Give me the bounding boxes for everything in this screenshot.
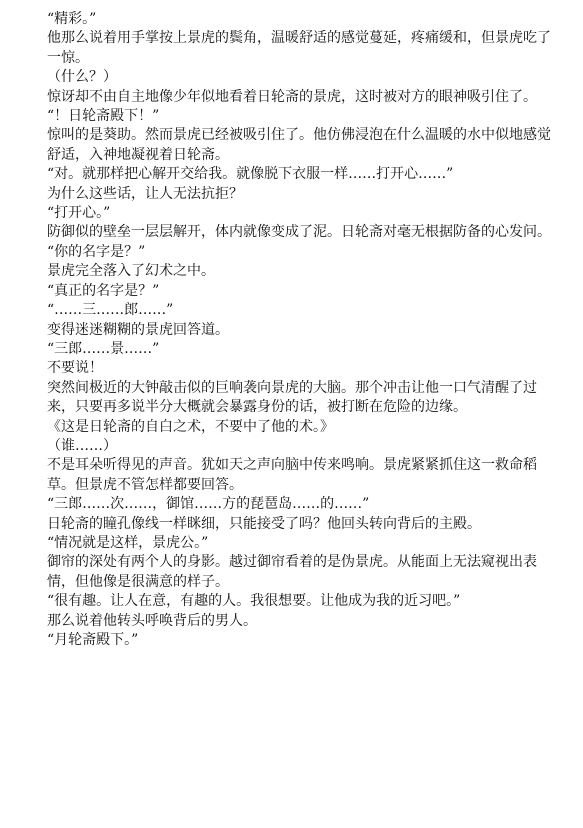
paragraph: “精彩。” <box>47 11 97 27</box>
paragraph: （什么？） <box>47 69 117 86</box>
paragraph: “三郎……景……” <box>47 340 160 357</box>
paragraph: 那么说着他转头呼唤背后的男人。 <box>47 612 257 629</box>
paragraph: 《这是日轮斋的自白之术，不要中了他的术。》 <box>47 418 334 435</box>
paragraph: 惊讶却不由自主地像少年似地看着日轮斋的景虎，这时被对方的眼神吸引住了。 <box>47 88 537 105</box>
paragraph: 日轮斋的瞳孔像线一样眯细，只能接受了吗？他回头转向背后的主殿。 <box>47 515 481 532</box>
paragraph: （谁……） <box>47 437 117 454</box>
paragraph: 为什么这些话，让人无法抗拒？ <box>47 185 243 202</box>
paragraph: “情况就是这样，景虎公。” <box>47 534 209 551</box>
paragraph: “三郎……次……，御馆……方的琵琶岛……的……” <box>47 496 370 513</box>
paragraph: 防御似的壁垒一层层解开，体内就像变成了泥。日轮斋对毫无根据防备的心发问。 <box>47 224 551 241</box>
paragraph: 御帘的深处有两个人的身影。越过御帘看着的是伪景虎。从能面上无法窥视出表情，但他像是很满意的样子。 <box>47 554 537 590</box>
paragraph: “！日轮斋殿下！” <box>47 108 160 125</box>
paragraph: “真正的名字是？” <box>47 282 160 299</box>
paragraph: “对。就那样把心解开交给我。就像脱下衣服一样……打开心……” <box>47 166 454 183</box>
paragraph: “……三……郎……” <box>47 302 174 319</box>
paragraph: 不是耳朵听得见的声音。犹如天之声向脑中传来鸣响。景虎紧紧抓住这一救命稻草。但景虎不管怎样都要回答。 <box>47 457 537 493</box>
paragraph: “你的名字是？” <box>47 243 146 260</box>
paragraph: “月轮斋殿下。” <box>47 632 139 648</box>
paragraph: 他那么说着用手掌按上景虎的鬓角，温暖舒适的感觉蔓延，疼痛缓和，但景虎吃了一惊。 <box>47 30 551 66</box>
paragraph: 惊叫的是葵助。然而景虎已经被吸引住了。他仿佛浸泡在什么温暖的水中似地感觉舒适，入神地凝视着日轮斋。 <box>47 127 551 163</box>
paragraph: “打开心。” <box>47 205 111 222</box>
paragraph: 不要说！ <box>47 360 103 377</box>
paragraph: “很有趣。让人在意，有趣的人。我很想要。让他成为我的近习吧。” <box>47 593 461 610</box>
paragraph: 景虎完全落入了幻术之中。 <box>47 263 215 280</box>
paragraph: 变得迷迷糊糊的景虎回答道。 <box>47 321 229 338</box>
paragraph: 突然间极近的大钟敲击似的巨响袭向景虎的大脑。那个冲击让他一口气清醒了过来，只要再多说半分大概就会暴露身份的话，被打断在危险的边缘。 <box>47 379 537 416</box>
